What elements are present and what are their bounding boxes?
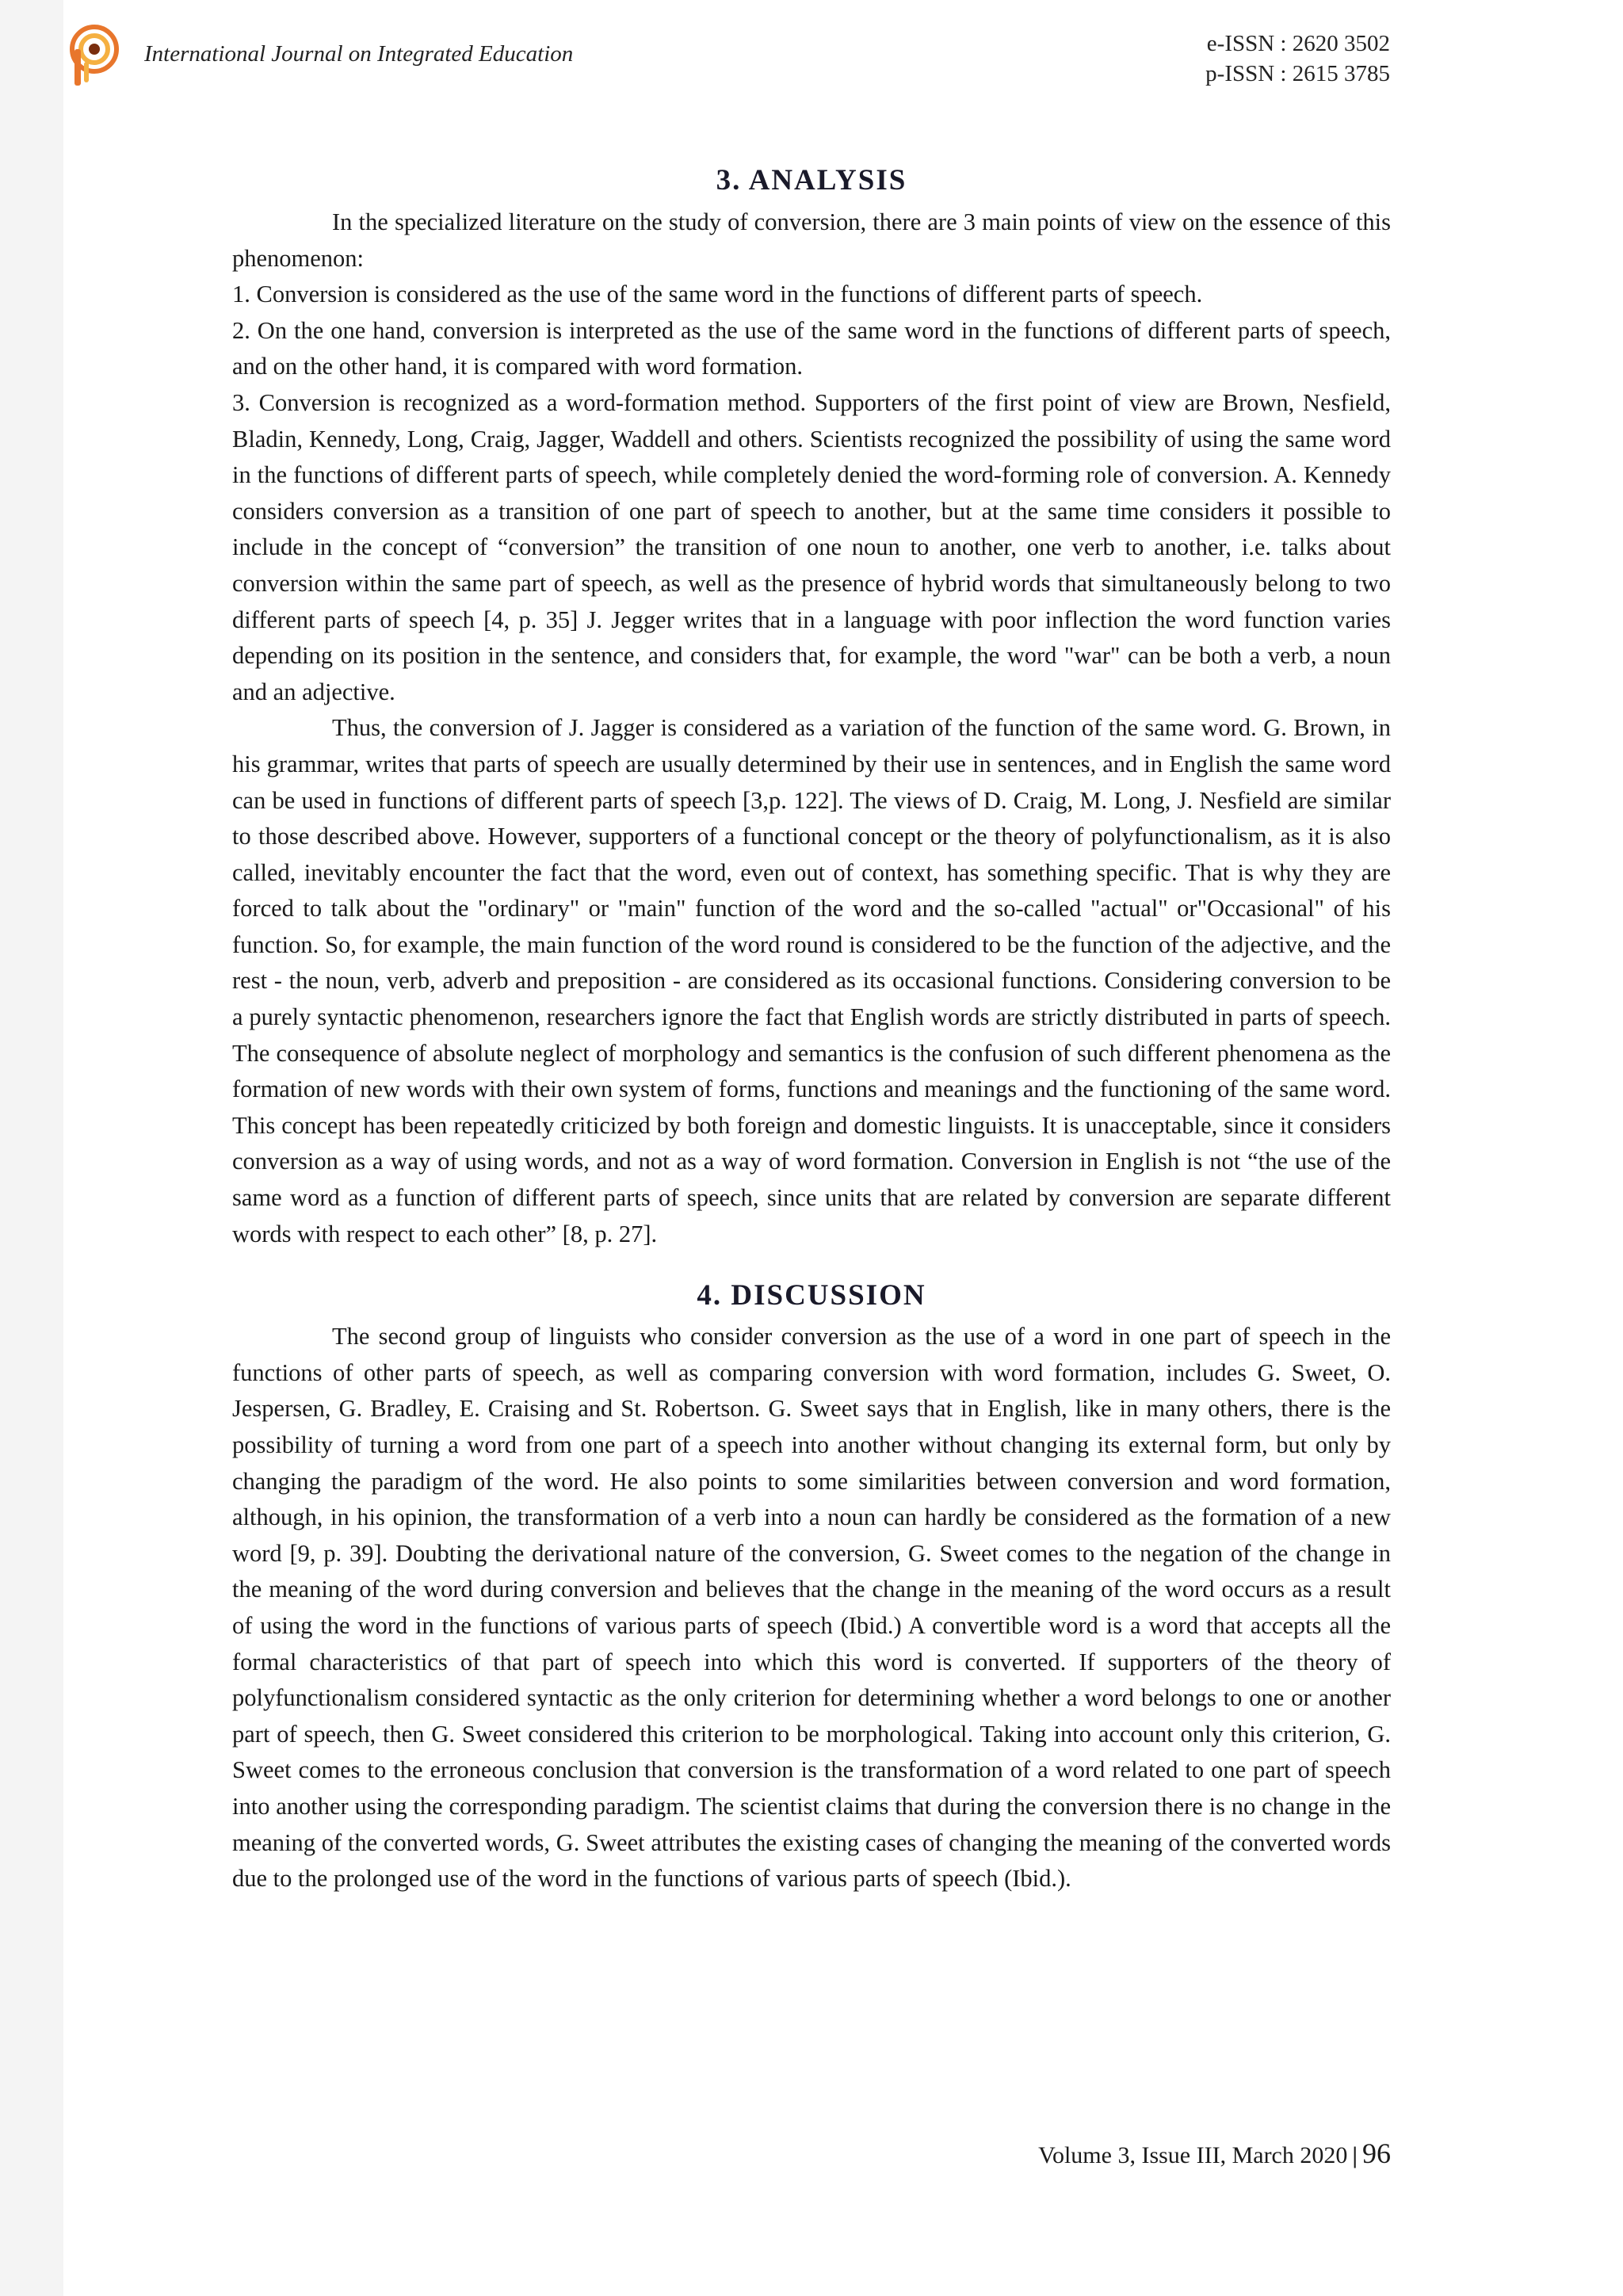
article-body bbox=[232, 157, 1391, 1897]
section-heading-analysis: 3. ANALYSIS bbox=[716, 164, 907, 197]
list-item: 3. Conversion is recognized as a word-formation method. Supporters of the first point of view are Brown, Nesfield, Bladin, Kennedy, Long, Craig, Jagger, Waddell and others. Scientists recognized the possibility of using the same word in the functions of different parts of speech, while completely denied the word-forming role of conversion. A. Kennedy considers conversion as a transition of one part of speech to another, but at the same time considers it possible to include in the concept of “conversion” the transition of one noun to another, one verb to another, i.e. talks about conversion within the same part of speech, as well as the presence of hybrid words that simultaneously belong to two different parts of speech [4, p. 35] J. Jegger writes that in a language with poor inflection the word function varies depending on its position in the sentence, and considers that, for example, the word "war" can be both a verb, a noun and an adjective. bbox=[232, 388, 1391, 705]
page-number: 96 bbox=[1362, 2137, 1391, 2169]
issn-block bbox=[1205, 29, 1390, 89]
volume-info: Volume 3, Issue III, March 2020 bbox=[1038, 2142, 1348, 2168]
journal-name: International Journal on Integrated Education bbox=[144, 41, 574, 67]
section-heading-discussion: 4. DISCUSSION bbox=[697, 1279, 926, 1312]
journal-logo-icon bbox=[68, 24, 120, 89]
footer-separator: | bbox=[1352, 2142, 1358, 2168]
paragraph: Thus, the conversion of J. Jagger is considered as a variation of the function of the same word. G. Brown, in his grammar, writes that parts of speech are usually determined by their use in sentences, and in English the same word can be used in functions of different parts of speech [3,p. 122]. The views of D. Craig, M. Long, J. Nesfield are similar to those described above. However, supporters of a functional concept or the theory of polyfunctionalism, as it is also called, inevitably encounter the fact that the word, even out of context, has something specific. That is why they are forced to talk about the "ordinary" or "main" function of the word and the so-called "actual" or"Occasional" of his function. So, for example, the main function of the word round is considered to be the function of the adjective, and the rest - the noun, verb, adverb and preposition - are considered as its occasional functions. Considering conversion to be a purely syntactic phenomenon, researchers ignore the fact that English words are strictly distributed in parts of speech. The consequence of absolute neglect of morphology and semantics is the confusion of such different phenomena as the formation of new words with their own system of forms, functions and meanings and the functioning of the same word. This concept has been repeatedly criticized by both foreign and domestic linguists. It is unacceptable, since it considers conversion as a way of using words, and not as a way of word formation. Conversion in English is not “the use of the same word as a function of different parts of speech, since units that are related by conversion are separate different words with respect to each other” [8, p. 27]. bbox=[232, 714, 1391, 1247]
list-item: 1. Conversion is considered as the use of the same word in the functions of different parts of speech. bbox=[232, 281, 1203, 308]
paragraph: In the specialized literature on the study of conversion, there are 3 main points of view on the essence of this phenomenon: bbox=[232, 208, 1391, 272]
p-issn: p-ISSN : 2615 3785 bbox=[1205, 61, 1390, 86]
paragraph: The second group of linguists who consider conversion as the use of a word in one part of speech in the functions of other parts of speech, as well as comparing conversion with word formation, includes G. Sweet, O. Jespersen, G. Bradley, E. Craising and St. Robertson. G. Sweet says that in English, like in many others, there is the possibility of turning a word from one part of a speech into another without changing its external form, but only by changing the paradigm of the word. He also points to some similarities between conversion and word formation, although, in his opinion, the transformation of a verb into a noun can hardly be considered as the formation of a new word [9, p. 39]. Doubting the derivational nature of the conversion, G. Sweet comes to the negation of the change in the meaning of the word during conversion and believes that the change in the meaning of the word occurs as a result of using the word in the functions of various parts of speech (Ibid.) A convertible word is a word that accepts all the formal characteristics of that part of speech into which this word is converted. If supporters of the theory of polyfunctionalism considered syntactic as the only criterion for determining whether a word belongs to one or another part of speech, then G. Sweet considered this criterion to be morphological. Taking into account only this criterion, G. Sweet comes to the erroneous conclusion that conversion is the transformation of a word related to one part of speech into another using the corresponding paradigm. The scientist claims that during the conversion there is no change in the meaning of the converted words, G. Sweet attributes the existing cases of changing the meaning of the converted words due to the prolonged use of the word in the functions of various parts of speech (Ibid.). bbox=[232, 1323, 1391, 1893]
page-footer bbox=[1038, 2137, 1391, 2170]
list-item: 2. On the one hand, conversion is interpreted as the use of the same word in the functions of different parts of speech, and on the other hand, it is compared with word formation. bbox=[232, 316, 1391, 380]
e-issn: e-ISSN : 2620 3502 bbox=[1206, 31, 1390, 56]
